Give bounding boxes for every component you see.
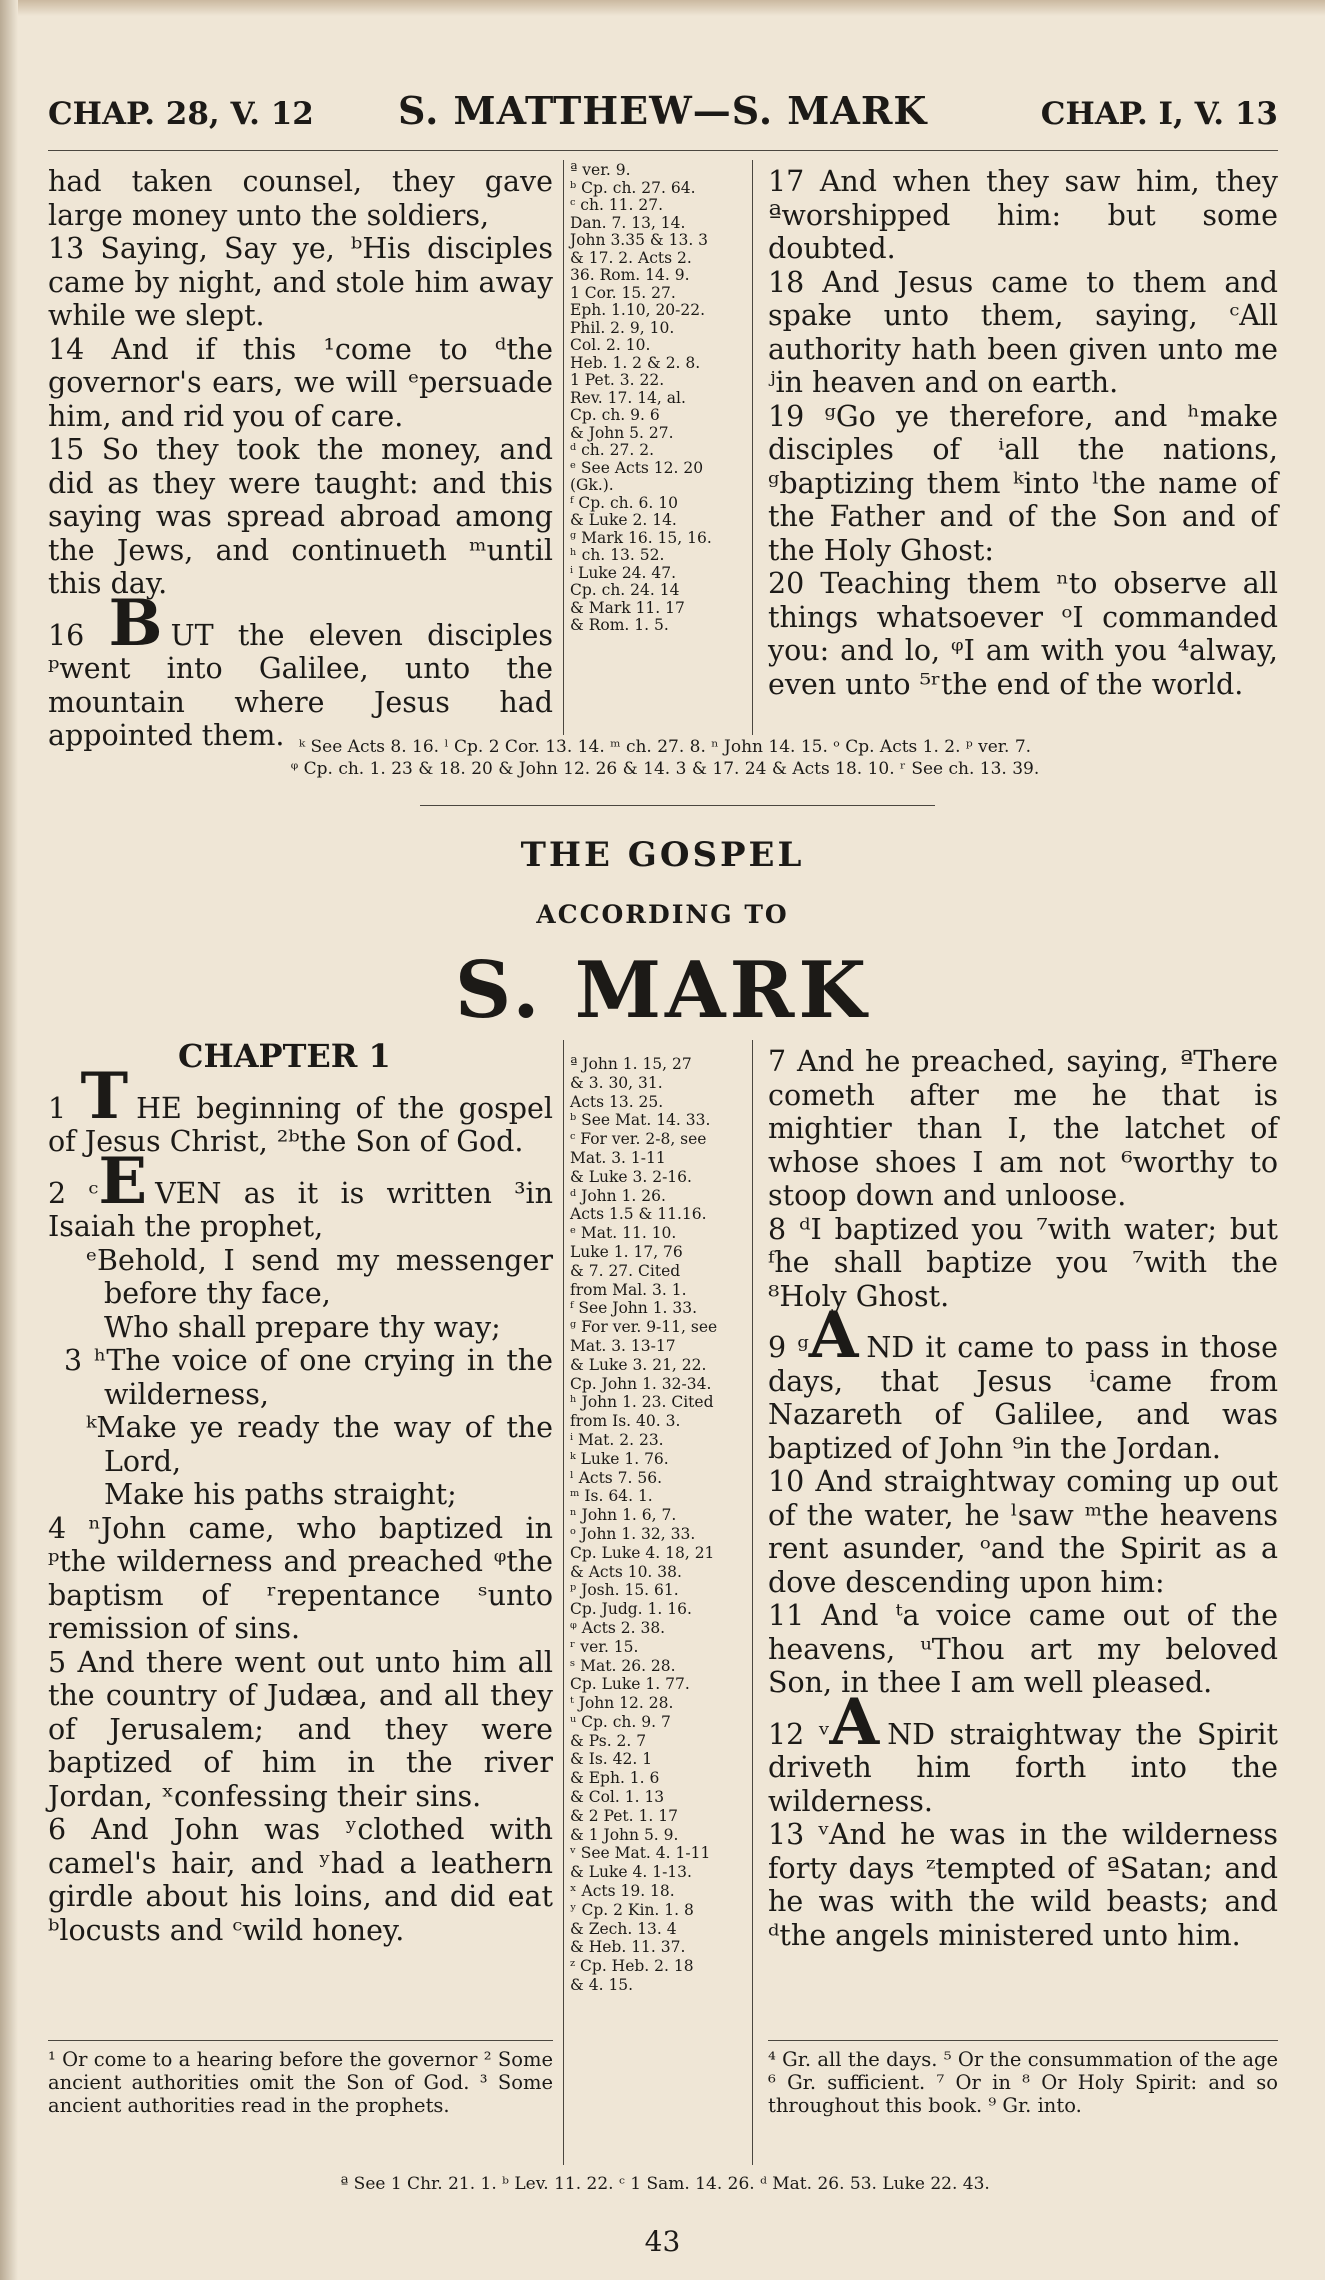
ref-line: ᵍ For ver. 9-11, see	[570, 1318, 718, 1337]
verse-14: 14 And if this ¹come to ᵈthe governor's ears, we will ᵉpersuade him, and rid you of care.	[48, 332, 553, 433]
ref-line: ᵈ ch. 27. 2.	[570, 441, 655, 459]
ref-line: ʰ John 1. 23. Cited	[570, 1393, 714, 1412]
ref-line: ᵠ Acts 2. 38.	[570, 1618, 666, 1637]
ref-line: & Is. 42. 1	[570, 1750, 653, 1769]
ref-line: Dan. 7. 13, 14.	[570, 213, 686, 232]
ref-line: & Luke 4. 1-13.	[570, 1863, 692, 1882]
ref-line: Cp. ch. 24. 14	[570, 581, 680, 599]
verse-1-number: 1	[48, 1091, 67, 1125]
ref-line: Cp. Judg. 1. 16.	[570, 1600, 692, 1619]
verse-12-text: ND straightway the Spirit driveth him forth into the wilderness.	[768, 1717, 1278, 1818]
ref-line: ᵐ Is. 64. 1.	[570, 1487, 653, 1506]
drop-cap-e: E	[98, 1143, 148, 1219]
mark-bottom-references	[60, 2174, 1270, 2194]
mark-right-footnotes	[768, 2048, 1278, 2117]
bottom-ref-line: ª See 1 Chr. 21. 1. ᵇ Lev. 11. 22. ᶜ 1 Sam. 14. 26. ᵈ Mat. 26. 53. Luke 22. 43.	[340, 2174, 990, 2194]
mark-verse-12	[768, 1684, 1278, 1819]
ref-line: 1 Pet. 3. 22.	[570, 371, 665, 389]
ref-line: Eph. 1.10, 20-22.	[570, 301, 706, 319]
mark-verse-8: 8 ᵈI baptized you ⁷with water; but ᶠhe shall baptize you ⁷with the ⁸Holy Ghost.	[768, 1212, 1278, 1313]
bottom-ref-line: ᵠ Cp. ch. 1. 23 & 18. 20 & John 12. 26 & 14. 3 & 17. 24 & Acts 18. 10. ʳ See ch. 13. 39.	[290, 759, 1040, 779]
mark-left-footnotes	[48, 2048, 553, 2117]
ref-line: ᶻ Cp. Heb. 2. 18	[570, 1957, 694, 1976]
mark-verse-6: 6 And John was ʸclothed with camel's hair, and ʸhad a leathern girdle about his loins, and did eat ᵇlocusts and ᶜwild honey.	[48, 1813, 553, 1947]
verse-9-text: ND it came to pass in those days, that Jesus ⁱcame from Nazareth of Galilee, and was baptized of John ⁹in the Jordan.	[768, 1331, 1278, 1465]
verse-16-number: 16	[48, 618, 85, 652]
ref-line: Acts 1.5 & 11.16.	[570, 1205, 707, 1224]
ref-line: ᶠ Cp. ch. 6. 10	[570, 493, 678, 512]
page-binding-shadow	[0, 0, 18, 2280]
matthew-cross-references	[570, 162, 750, 635]
gospel-title-line2: ACCORDING TO	[536, 900, 789, 929]
mark-verse-9	[768, 1298, 1278, 1465]
drop-cap-a: A	[808, 1298, 859, 1373]
ref-line: Mat. 3. 13-17	[570, 1336, 676, 1355]
ref-line: ʸ Cp. 2 Kin. 1. 8	[570, 1900, 694, 1919]
ref-line: ᵗ John 12. 28.	[570, 1694, 674, 1713]
ref-line: & Luke 2. 14.	[570, 511, 677, 529]
verse-1-text: HE beginning of the gospel of Jesus Christ, ²ᵇthe Son of God.	[48, 1091, 553, 1158]
verse-12-end: had taken counsel, they gave large money unto the soldiers,	[48, 165, 553, 232]
drop-cap-a2: A	[829, 1684, 880, 1760]
ref-line: ⁿ John 1. 6, 7.	[570, 1506, 677, 1525]
footnote-text: ¹ Or come to a hearing before the governor ² Some ancient authorities omit the Son of God. ³ Some ancient authorities read in the prophets.	[48, 2048, 553, 2117]
column-rule-right	[752, 160, 753, 735]
ref-line: & John 5. 27.	[570, 423, 674, 442]
ref-line: Mat. 3. 1-11	[570, 1148, 666, 1167]
ref-line: Cp. ch. 9. 6	[570, 406, 660, 424]
ref-line: ᵍ Mark 16. 15, 16.	[570, 528, 712, 547]
ref-line: 1 Cor. 15. 27.	[570, 283, 676, 302]
ref-line: Heb. 1. 2 & 2. 8.	[570, 353, 701, 372]
mark-verse-4: 4 ⁿJohn came, who baptized in ᵖthe wilderness and preached ᵠthe baptism of ʳrepentance ˢunto remission of sins.	[48, 1511, 553, 1645]
header-center: S. MATTHEW—S. MARK	[398, 88, 928, 133]
verse-12-number: 12 ᵛ	[768, 1717, 830, 1751]
ref-line: ᵒ John 1. 32, 33.	[570, 1524, 696, 1543]
drop-cap-t: T	[80, 1058, 129, 1134]
running-header	[48, 88, 1278, 144]
mark-verse-2	[48, 1143, 554, 1244]
ref-line: ˡ Acts 7. 56.	[570, 1468, 663, 1487]
ref-line: ᶜ For ver. 2-8, see	[570, 1130, 707, 1149]
page-number: 43	[644, 2225, 681, 2258]
ref-line: ᵇ See Mat. 14. 33.	[570, 1111, 711, 1130]
matthew-bottom-references	[60, 736, 1270, 780]
chapter-heading: CHAPTER 1	[178, 1037, 391, 1075]
drop-cap-b: B	[108, 585, 163, 661]
ref-line: & 7. 27. Cited	[570, 1261, 681, 1280]
ref-line: & Col. 1. 13	[570, 1788, 665, 1807]
ref-line: ⁱ Mat. 2. 23.	[570, 1430, 664, 1449]
poem-line: ᵉBehold, I send my messenger before thy face,	[86, 1243, 553, 1310]
ref-line: ⁱ Luke 24. 47.	[570, 563, 677, 582]
ref-line: ᵉ Mat. 11. 10.	[570, 1224, 677, 1243]
ref-line: ᶜ ch. 11. 27.	[570, 196, 664, 214]
ref-line: & Zech. 13. 4	[570, 1919, 677, 1938]
mark-verse-7: 7 And he preached, saying, ªThere cometh after me he that is mightier than I, the latchet of whose shoes I am not ⁶worthy to stoop down and unloose.	[768, 1045, 1278, 1212]
footnote-rule-left	[48, 2040, 553, 2041]
ref-line: Col. 2. 10.	[570, 336, 651, 354]
ref-line: Cp. Luke 1. 77.	[570, 1675, 690, 1694]
mark-verse-11: 11 And ᵗa voice came out of the heavens, ᵘThou art my beloved Son, in thee I am well pleased.	[768, 1599, 1278, 1699]
gospel-title-main: S. MARK	[454, 945, 871, 1036]
verse-15: 15 So they took the money, and did as they were taught: and this saying was spread abroad among the Jews, and continueth ᵐuntil this day.	[48, 433, 553, 600]
column-rule-left	[563, 160, 564, 735]
poem-line: Make his paths straight;	[104, 1478, 457, 1511]
ref-line: (Gk.).	[570, 476, 614, 494]
ref-line: ᵈ John 1. 26.	[570, 1186, 666, 1205]
ref-line: & Luke 3. 21, 22.	[570, 1355, 707, 1374]
ref-line: & Luke 3. 2-16.	[570, 1167, 692, 1186]
verse-9-number: 9 ᵍ	[768, 1331, 809, 1364]
ref-line: & 1 John 5. 9.	[570, 1825, 679, 1844]
footnote-text: ⁴ Gr. all the days. ⁵ Or the consummation of the age ⁶ Gr. sufficient. ⁷ Or in ⁸ Or Holy Spirit: and so throughout this book. ⁹ Gr. into.	[768, 2048, 1278, 2117]
mark-right-column	[768, 1045, 1278, 1952]
verse-13: 13 Saying, Say ye, ᵇHis disciples came by night, and stole him away while we slept.	[48, 232, 553, 332]
mark-cross-references	[570, 1055, 750, 1995]
matthew-right-column	[768, 165, 1278, 701]
ref-line: ᵘ Cp. ch. 9. 7	[570, 1712, 671, 1731]
ref-line: Phil. 2. 9, 10.	[570, 318, 675, 337]
poem-line: Who shall prepare thy way;	[104, 1310, 501, 1344]
verse-2-text: VEN as it is written ³in Isaiah the prophet,	[48, 1176, 554, 1243]
ref-line: ˢ Mat. 26. 28.	[570, 1656, 676, 1675]
ref-line: & Acts 10. 38.	[570, 1562, 682, 1581]
ref-line: & Rom. 1. 5.	[570, 616, 669, 634]
ref-line: & 3. 30, 31.	[570, 1073, 663, 1092]
matthew-left-column	[48, 165, 553, 753]
ref-line: & Mark 11. 17	[570, 598, 685, 617]
verse-20: 20 Teaching them ⁿto observe all things whatsoever ᵒI commanded you: and lo, ᵠI am with you ⁴alway, even unto ⁵ʳthe end of the world.	[768, 567, 1278, 701]
ref-line: & 2 Pet. 1. 17	[570, 1806, 678, 1825]
ref-line: John 3.35 & 13. 3	[570, 231, 709, 249]
ref-line: ʰ ch. 13. 52.	[570, 546, 665, 564]
ref-line: Luke 1. 17, 76	[570, 1242, 683, 1261]
page-top-edge	[0, 0, 1325, 16]
ref-line: ª ver. 9.	[570, 161, 631, 179]
bottom-ref-line: ᵏ See Acts 8. 16. ˡ Cp. 2 Cor. 13. 14. ᵐ ch. 27. 8. ⁿ John 14. 15. ᵒ Cp. Acts 1. 2. ᵖ ver. 7.	[298, 737, 1032, 757]
poem-line: ᵏMake ye ready the way of the Lord,	[86, 1411, 553, 1478]
ref-line: & Eph. 1. 6	[570, 1769, 660, 1788]
ref-line: ª John 1. 15, 27	[570, 1055, 692, 1073]
ref-line: Cp. John 1. 32-34.	[570, 1374, 712, 1393]
verse-16-text: UT the eleven disciples ᵖwent into Galilee, unto the mountain where Jesus had appointed them.	[48, 618, 553, 752]
ref-line: ˣ Acts 19. 18.	[570, 1882, 675, 1901]
verse-2-number: 2 ᶜ	[48, 1176, 99, 1210]
column-rule-right-2	[752, 1040, 753, 2165]
mark-left-column	[48, 1037, 554, 1947]
ref-line: ᵛ See Mat. 4. 1-11	[570, 1844, 711, 1863]
ref-line: & Heb. 11. 37.	[570, 1938, 686, 1957]
ref-line: from Mal. 3. 1.	[570, 1280, 687, 1299]
column-rule-left-2	[563, 1040, 564, 2165]
ref-line: & 17. 2. Acts 2.	[570, 248, 692, 267]
ref-line: Rev. 17. 14, al.	[570, 388, 686, 407]
ref-line: ᵇ Cp. ch. 27. 64.	[570, 178, 696, 197]
ref-line: ʳ ver. 15.	[570, 1637, 639, 1656]
mark-verse-10: 10 And straightway coming up out of the water, he ˡsaw ᵐthe heavens rent asunder, ᵒand the Spirit as a dove descending upon him:	[768, 1465, 1278, 1599]
mark-verse-13: 13 ᵛAnd he was in the wilderness forty days ᶻtempted of ªSatan; and he was with the wild beasts; and ᵈthe angels ministered unto him.	[768, 1818, 1278, 1952]
header-left: CHAP. 28, V. 12	[48, 96, 314, 132]
ref-line: Acts 13. 25.	[570, 1092, 664, 1111]
mark-verse-5: 5 And there went out unto him all the country of Judæa, and all they of Jerusalem; and they were baptized of him in the river Jordan, ˣconfessing their sins.	[48, 1645, 553, 1813]
header-rule	[48, 150, 1278, 151]
ref-line: Cp. Luke 4. 18, 21	[570, 1543, 715, 1562]
gospel-title-line1: THE GOSPEL	[520, 835, 805, 875]
ref-line: & 4. 15.	[570, 1976, 634, 1995]
ref-line: ᶠ See John 1. 33.	[570, 1299, 698, 1318]
verse-19: 19 ᵍGo ye therefore, and ʰmake disciples of ⁱall the nations, ᵍbaptizing them ᵏinto ˡthe name of the Father and of the Son and of the Holy Ghost:	[768, 399, 1278, 567]
ref-line: from Is. 40. 3.	[570, 1412, 681, 1431]
ref-line: 36. Rom. 14. 9.	[570, 266, 690, 284]
footnote-rule-right	[768, 2040, 1278, 2041]
verse-16	[48, 585, 553, 753]
verse-17: 17 And when they saw him, they ªworshipped him: but some doubted.	[768, 165, 1278, 265]
header-right: CHAP. I, V. 13	[1040, 96, 1278, 132]
ref-line: ᵉ See Acts 12. 20	[570, 458, 704, 477]
ref-line: ᵏ Luke 1. 76.	[570, 1449, 669, 1468]
poem-line: 3 ʰThe voice of one crying in the wilderness,	[64, 1344, 553, 1411]
verse-18: 18 And Jesus came to them and spake unto them, saying, ᶜAll authority hath been given unto me ʲin heaven and on earth.	[768, 265, 1278, 399]
ref-line: ᵖ Josh. 15. 61.	[570, 1581, 679, 1600]
section-divider	[420, 805, 935, 806]
ref-line: & Ps. 2. 7	[570, 1731, 647, 1750]
